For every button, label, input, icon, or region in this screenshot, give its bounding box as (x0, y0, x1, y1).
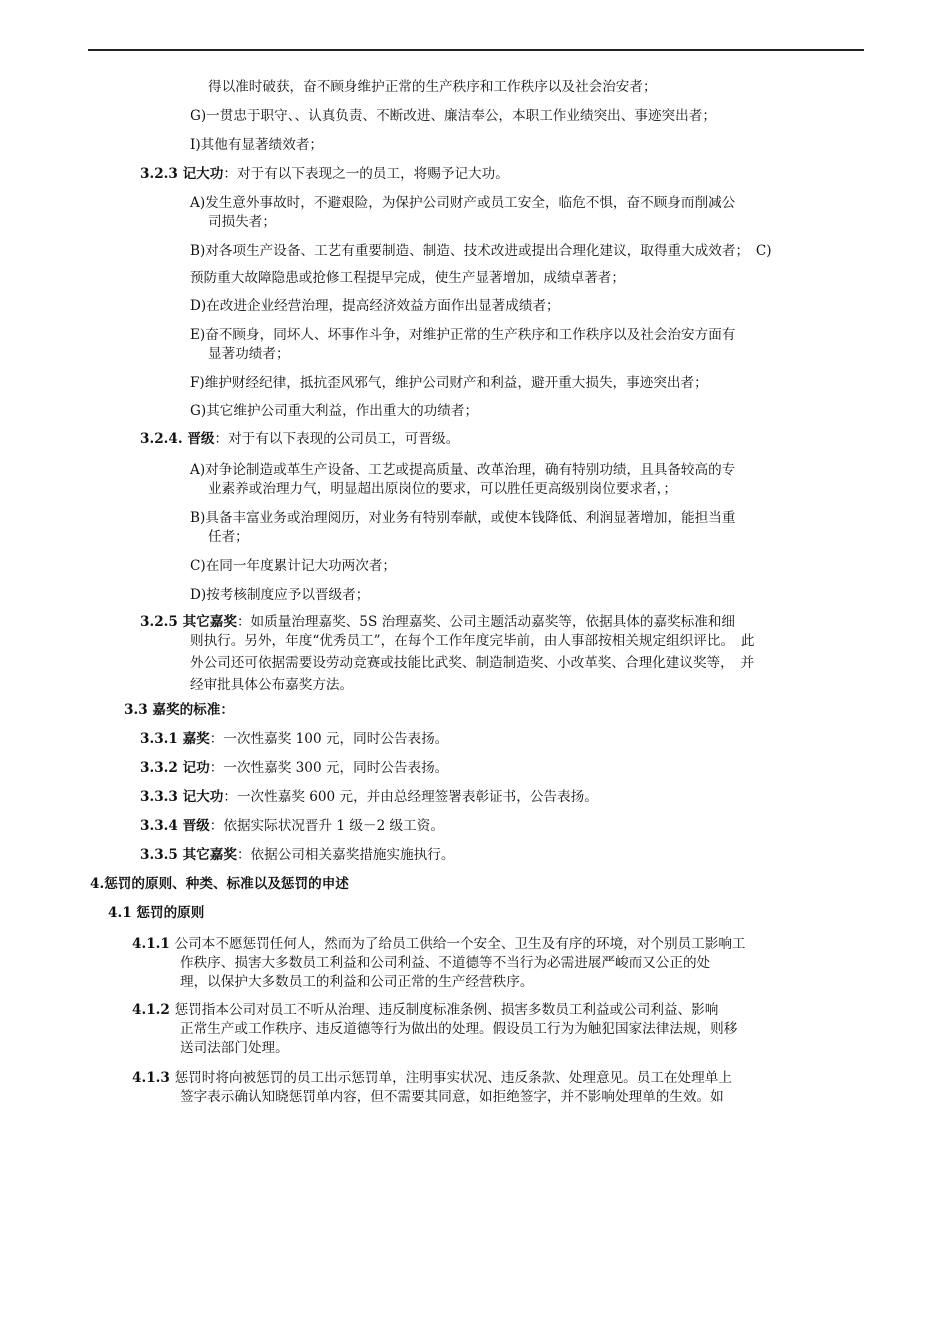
list-item: C)在同一年度累计记大功两次者； (190, 558, 397, 574)
section-3-2-5 (140, 612, 735, 632)
section-text: ：对于有以下表现之一的员工，将赐予记大功。 (223, 166, 509, 182)
list-item: G)其它维护公司重大利益，作出重大的功绩者； (190, 403, 479, 419)
section-3-3-2 (140, 758, 448, 778)
section-label: 记功 (182, 760, 210, 776)
list-item: F)维护财经纪律，抵抗歪风邪气，维护公司财产和利益，避开重大损失，事迹突出者； (190, 375, 708, 391)
text-line: 任者； (208, 529, 249, 545)
section-3-3-5 (140, 845, 454, 865)
section-label: 记大功 (182, 166, 224, 182)
section-text: ：依据实际状况晋升 1 级－2 级工资。 (209, 818, 444, 834)
list-item: E)奋不顾身，同坏人、坏事作斗争，对维护正常的生产秩序和工作秩序以及社会治安方面有 (190, 327, 736, 343)
section-label: 嘉奖 (182, 731, 210, 747)
list-item: A)对争论制造或革生产设备、工艺或提高质量、改革治理，确有特别功绩，且具备较高的专 (190, 462, 736, 478)
list-item: A)发生意外事故时，不避艰险，为保护公司财产或员工安全，临危不惧，奋不顾身而削减公 (190, 195, 736, 211)
section-number: 4.1.1 (132, 936, 175, 952)
section-4-1-1 (132, 934, 746, 954)
list-item: I)其他有显著绩效者； (190, 137, 324, 153)
section-text: 惩罚时将向被惩罚的员工出示惩罚单，注明事实状况、违反条款、处理意见。员工在处理单上 (174, 1070, 732, 1086)
list-item: D)按考核制度应予以晋级者； (190, 587, 370, 603)
text-line: 签字表示确认知晓惩罚单内容，但不需要其同意，如拒绝签字，并不影响处理单的生效。如 (180, 1089, 724, 1105)
section-3-2-3 (140, 164, 509, 184)
section-3-3-4 (140, 816, 444, 836)
section-number: 3.3.2 (140, 760, 183, 776)
section-text: ：依据公司相关嘉奖措施实施执行。 (236, 847, 455, 863)
list-item: G)一贯忠于职守、、认真负责、不断改进、廉洁奉公，本职工作业绩突出、事迹突出者； (190, 108, 716, 124)
section-label: 其它嘉奖 (182, 614, 237, 630)
section-4-1-2 (132, 1000, 718, 1020)
text-line: 作秩序、损害大多数员工利益和公司利益、不道德等不当行为必需进展严峻而又公正的处 (180, 955, 711, 971)
section-text: ：一次性嘉奖 100 元，同时公告表扬。 (209, 731, 449, 747)
list-item: B)具备丰富业务或治理阅历，对业务有特别奉献，或使本钱降低、利润显著增加，能担当重 (190, 510, 736, 526)
section-number: 3.3.5 (140, 847, 183, 863)
section-3-2-4 (140, 429, 459, 449)
text-line: 理，以保护大多数员工的利益和公司正常的生产经营秩序。 (180, 974, 534, 990)
text-line: 得以准时破获，奋不顾身维护正常的生产秩序和工作秩序以及社会治安者； (208, 79, 657, 95)
section-text: ：如质量治理嘉奖、5S 治理嘉奖、公司主题活动嘉奖等，依据具体的嘉奖标准和细 (236, 614, 736, 630)
text-line: 外公司还可依据需要设劳动竞赛或技能比武奖、制造制造奖、小改革奖、合理化建议奖等， 并 (190, 655, 755, 671)
section-heading: 4.1 惩罚的原则 (108, 905, 205, 921)
section-4-1-3 (132, 1068, 732, 1088)
section-label: 其它嘉奖 (182, 847, 237, 863)
section-number: 3.2.4. (140, 431, 188, 447)
section-number: 3.2.5 (140, 614, 183, 630)
text-line: 司损失者； (208, 214, 276, 230)
section-number: 4.1.2 (132, 1002, 175, 1018)
text-line: 送司法部门处理。 (180, 1040, 289, 1056)
section-label: 晋级 (182, 818, 210, 834)
chapter-heading: 4.惩罚的原则、种类、标准以及惩罚的申述 (90, 876, 349, 892)
list-item: B)对各项生产设备、工艺有重要制造、制造、技术改进或提出合理化建议，取得重大成效者； C) (190, 243, 772, 259)
text-line: 则执行。另外，年度“优秀员工”，在每个工作年度完毕前，由人事部按相关规定组织评比。 此 (190, 633, 755, 649)
section-text: ：一次性嘉奖 600 元，并由总经理签署表彰证书，公告表扬。 (223, 789, 598, 805)
section-heading: 3.3 嘉奖的标准： (124, 702, 234, 718)
section-label: 记大功 (182, 789, 224, 805)
section-number: 3.3.3 (140, 789, 183, 805)
section-text: ：对于有以下表现的公司员工，可晋级。 (214, 431, 460, 447)
section-text: 惩罚指本公司对员工不听从治理、违反制度标准条例、损害多数员工利益或公司利益、影响 (174, 1002, 719, 1018)
text-line: 显著功绩者； (208, 346, 290, 362)
header-rule (88, 49, 864, 51)
section-number: 4.1.3 (132, 1070, 175, 1086)
list-item: 预防重大故障隐患或抢修工程提早完成，使生产显著增加，成绩卓著者； (190, 270, 625, 286)
section-text: 公司本不愿惩罚任何人，然而为了给员工供给一个安全、卫生及有序的环境，对个别员工影响工 (174, 936, 746, 952)
section-text: ：一次性嘉奖 300 元，同时公告表扬。 (209, 760, 449, 776)
section-label: 晋级 (187, 431, 215, 447)
section-3-3-3 (140, 787, 598, 807)
text-line: 经审批具体公布嘉奖方法。 (190, 677, 354, 693)
list-item: D)在改进企业经营治理，提高经济效益方面作出显著成绩者； (190, 298, 560, 314)
section-number: 3.3.4 (140, 818, 183, 834)
section-number: 3.2.3 (140, 166, 183, 182)
text-line: 业素养或治理力气，明显超出原岗位的要求，可以胜任更高级别岗位要求者，； (208, 481, 677, 497)
section-number: 3.3.1 (140, 731, 183, 747)
text-line: 正常生产或工作秩序、违反道德等行为做出的处理。假设员工行为为触犯国家法律法规，则移 (180, 1021, 738, 1037)
section-3-3-1 (140, 729, 448, 749)
